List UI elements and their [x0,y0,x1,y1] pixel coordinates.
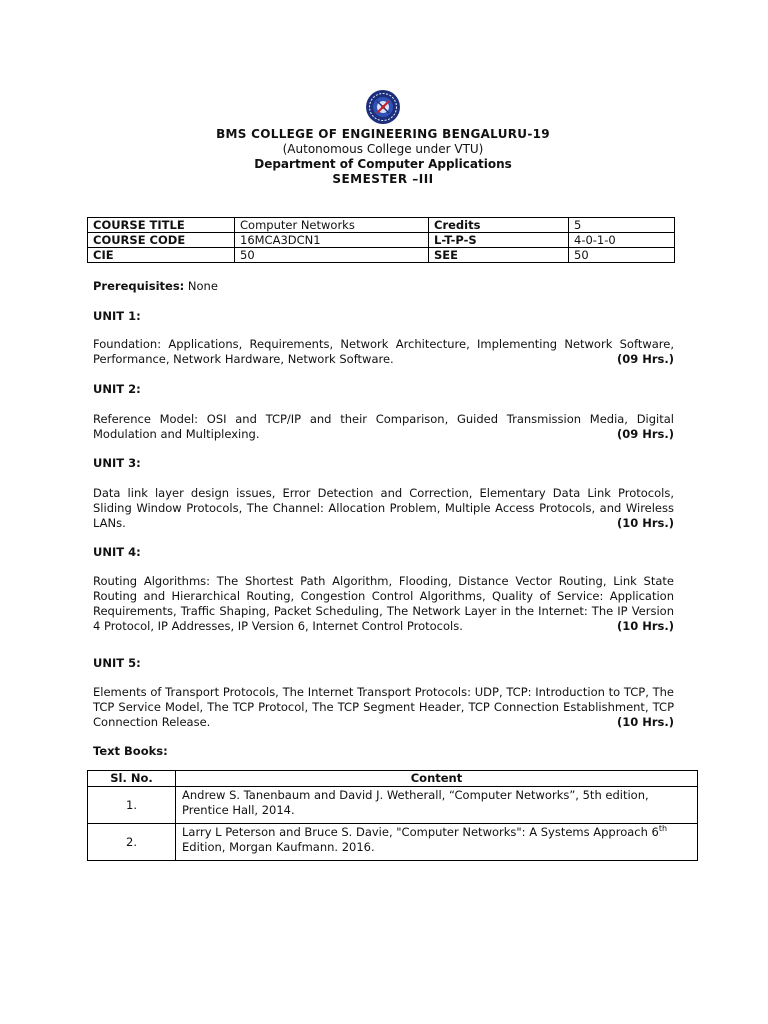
unit-5-hours: (10 Hrs.) [616,715,674,729]
unit-1-content [93,337,674,367]
course-code-label: COURSE CODE [88,233,235,248]
unit-4-hours: (10 Hrs.) [616,619,674,633]
see-label: SEE [429,248,569,263]
table-row [88,233,675,248]
sl-no-header: Sl. No. [88,771,176,787]
unit-4-content [93,574,674,634]
table-row [88,248,675,263]
table-header-row [88,771,698,787]
table-row [88,218,675,233]
unit-1-hours: (09 Hrs.) [616,352,674,366]
course-title-value: Computer Networks [235,218,429,233]
unit-4-text: Routing Algorithms: The Shortest Path Algorithm, Flooding, Distance Vector Routing, Link State Routing and Hierarchical Routing, Congestion Control Algorithms, Quality of Service: Application Requirements, Traffic Shaping, Packet Scheduling, The Network Layer in the Internet: The IP Version 4 Protocol, IP Addresses, IP Version 6, Internet Control Protocols. [93,574,674,633]
unit-5-text: Elements of Transport Protocols, The Internet Transport Protocols: UDP, TCP: Introduction to TCP, The TCP Service Model, The TCP Protocol, The TCP Segment Header, TCP Connection Establishment, TCP Connection Release. [93,685,674,729]
credits-value: 5 [569,218,675,233]
content-header: Content [176,771,698,787]
table-row [88,824,698,861]
unit-5-content [93,685,674,730]
see-value: 50 [569,248,675,263]
book-2-content-rest: Edition, Morgan Kaufmann. 2016. [182,840,375,854]
table-row [88,787,698,824]
course-info-table [87,217,675,263]
cie-label: CIE [88,248,235,263]
unit-1-title: UNIT 1: [93,309,141,323]
book-1-sl: 1. [88,787,176,824]
unit-3-title: UNIT 3: [93,456,141,470]
book-1-content: Andrew S. Tanenbaum and David J. Wetherall, “Computer Networks”, 5th edition, Prentice Hall, 2014. [176,787,698,824]
book-2-content-main: Larry L Peterson and Bruce S. Davie, "Computer Networks": A Systems Approach 6 [182,825,659,839]
book-2-content [176,824,698,861]
unit-2-title: UNIT 2: [93,382,141,396]
book-2-content-sup: th [658,824,668,834]
unit-3-content [93,486,674,531]
course-code-value: 16MCA3DCN1 [235,233,429,248]
unit-3-hours: (10 Hrs.) [616,516,674,530]
textbooks-title: Text Books: [93,744,168,758]
prerequisites-value: None [187,279,218,293]
textbooks-table [87,770,698,861]
unit-3-text: Data link layer design issues, Error Detection and Correction, Elementary Data Link Protocols, Sliding Window Protocols, The Channel: Allocation Problem, Multiple Access Protocols, and Wireless LANs. [93,486,674,530]
college-name: BMS COLLEGE OF ENGINEERING BENGALURU-19 [216,127,550,141]
prerequisites [93,279,674,294]
credits-label: Credits [429,218,569,233]
unit-2-hours: (09 Hrs.) [616,427,674,441]
college-autonomy: (Autonomous College under VTU) [282,142,484,156]
course-title-label: COURSE TITLE [88,218,235,233]
ltps-label: L-T-P-S [429,233,569,248]
semester-label: SEMESTER –III [332,172,434,186]
college-logo-icon [365,89,401,125]
department-name: Department of Computer Applications [254,157,512,171]
ltps-value: 4-0-1-0 [569,233,675,248]
unit-2-content [93,412,674,442]
unit-2-text: Reference Model: OSI and TCP/IP and their Comparison, Guided Transmission Media, Digital Modulation and Multiplexing. [93,412,674,441]
cie-value: 50 [235,248,429,263]
unit-1-text: Foundation: Applications, Requirements, Network Architecture, Implementing Network Software, Performance, Network Hardware, Network Software. [93,337,674,366]
unit-4-title: UNIT 4: [93,545,141,559]
book-2-sl: 2. [88,824,176,861]
prerequisites-label: Prerequisites: [93,279,185,293]
unit-5-title: UNIT 5: [93,656,141,670]
